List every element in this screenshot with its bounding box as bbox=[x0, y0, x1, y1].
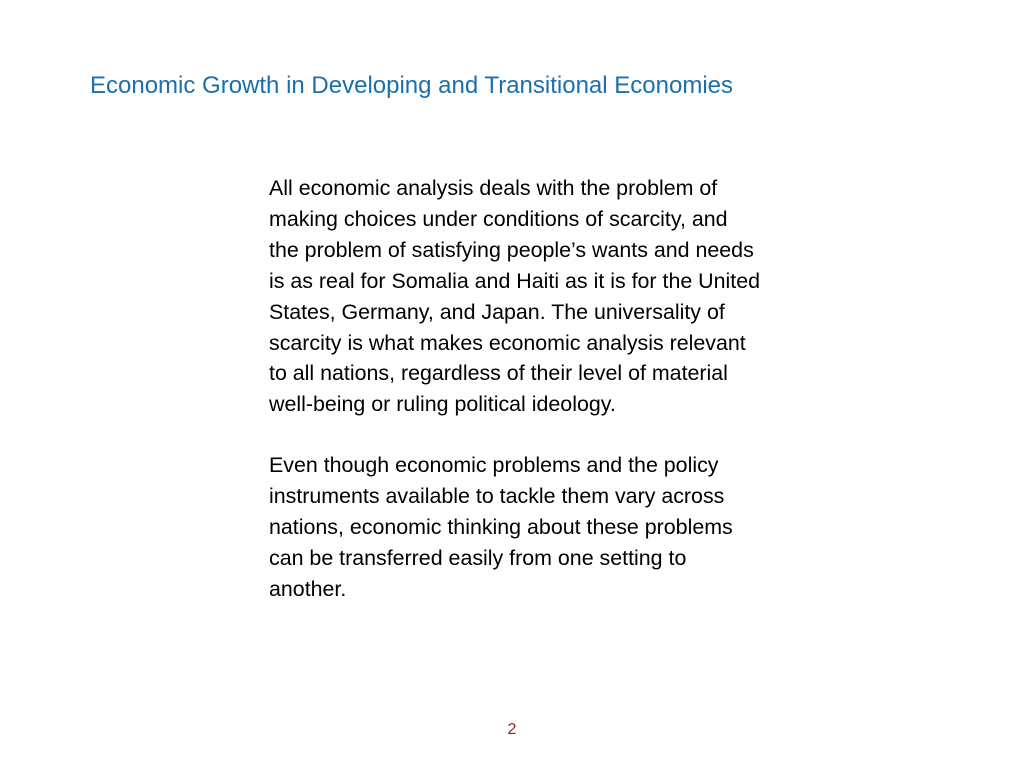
text-line: States, Germany, and Japan. The universality of bbox=[269, 299, 725, 324]
paragraph-1 bbox=[269, 173, 869, 420]
text-line: can be transferred easily from one setting to bbox=[269, 545, 687, 570]
text-line: the problem of satisfying people’s wants and needs bbox=[269, 237, 754, 262]
paragraph-2 bbox=[269, 450, 869, 605]
text-line: another. bbox=[269, 576, 347, 601]
text-line: Even though economic problems and the policy bbox=[269, 453, 719, 478]
page-number: 2 bbox=[507, 721, 517, 738]
slide-title: Economic Growth in Developing and Transitional Economies bbox=[90, 72, 733, 99]
text-line: well-being or ruling political ideology. bbox=[269, 392, 616, 417]
text-line: instruments available to tackle them vary across bbox=[269, 484, 725, 509]
text-line: is as real for Somalia and Haiti as it is for the United bbox=[269, 268, 761, 293]
slide-body bbox=[269, 173, 869, 605]
text-line: scarcity is what makes economic analysis relevant bbox=[269, 330, 746, 355]
text-line: nations, economic thinking about these problems bbox=[269, 515, 733, 540]
text-line: to all nations, regardless of their level of material bbox=[269, 361, 728, 386]
text-line: All economic analysis deals with the problem of bbox=[269, 176, 718, 200]
text-line: making choices under conditions of scarcity, and bbox=[269, 206, 728, 231]
